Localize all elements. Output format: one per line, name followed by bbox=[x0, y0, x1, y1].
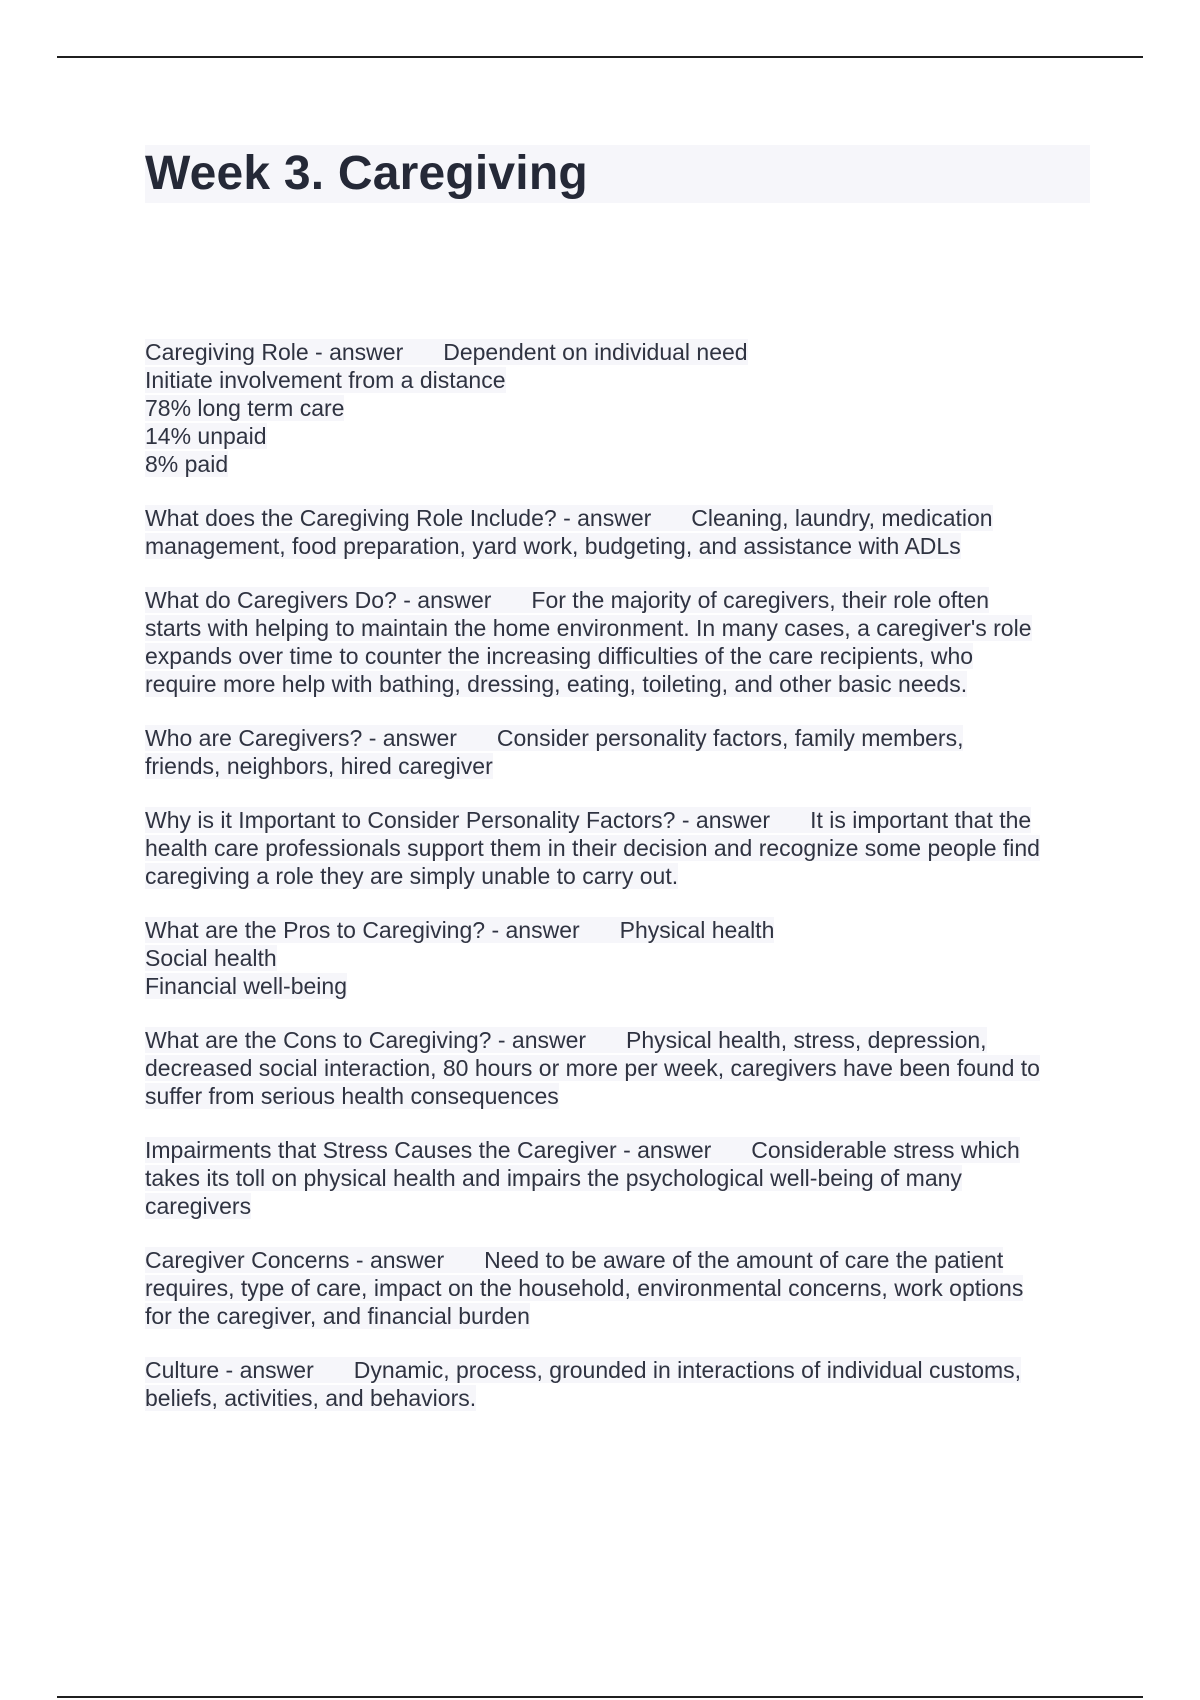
qa-item bbox=[145, 1356, 1090, 1412]
qa-answer-line: Considerable stress which bbox=[751, 1137, 1020, 1163]
qa-answer-line: expands over time to counter the increasing difficulties of the care recipients, who bbox=[145, 643, 974, 669]
qa-answer-line: Financial well-being bbox=[145, 973, 347, 999]
qa-question: What are the Pros to Caregiving? - answer bbox=[145, 917, 580, 943]
qa-item bbox=[145, 586, 1090, 698]
qa-answer-line: health care professionals support them in their decision and recognize some people find bbox=[145, 835, 1040, 861]
qa-answer-line: It is important that the bbox=[810, 807, 1032, 833]
qa-answer-line: decreased social interaction, 80 hours or more per week, caregivers have been found to bbox=[145, 1055, 1040, 1081]
qa-answer-line: Initiate involvement from a distance bbox=[145, 367, 506, 393]
qa-answer-line: Physical health, stress, depression, bbox=[626, 1027, 987, 1053]
qa-question: Caregiver Concerns - answer bbox=[145, 1247, 445, 1273]
qa-answer-line: suffer from serious health consequences bbox=[145, 1083, 559, 1109]
top-rule bbox=[57, 56, 1143, 58]
page-title: Week 3. Caregiving bbox=[145, 145, 1090, 203]
qa-question: Culture - answer bbox=[145, 1357, 314, 1383]
qa-question: What are the Cons to Caregiving? - answer bbox=[145, 1027, 587, 1053]
qa-answer-line: Dynamic, process, grounded in interactions of individual customs, bbox=[353, 1357, 1022, 1383]
qa-question: What do Caregivers Do? - answer bbox=[145, 587, 492, 613]
qa-item bbox=[145, 806, 1090, 890]
qa-answer-line: caregivers bbox=[145, 1193, 252, 1219]
qa-list bbox=[145, 338, 1090, 1438]
qa-answer-line: 78% long term care bbox=[145, 395, 345, 421]
qa-item bbox=[145, 1246, 1090, 1330]
qa-answer-line: friends, neighbors, hired caregiver bbox=[145, 753, 493, 779]
qa-answer-line: 8% paid bbox=[145, 451, 229, 477]
qa-answer-line: beliefs, activities, and behaviors. bbox=[145, 1385, 477, 1411]
qa-item bbox=[145, 504, 1090, 560]
qa-question: Who are Caregivers? - answer bbox=[145, 725, 457, 751]
qa-question: What does the Caregiving Role Include? - answer bbox=[145, 505, 652, 531]
qa-item bbox=[145, 1026, 1090, 1110]
qa-answer-line: For the majority of caregivers, their role often bbox=[531, 587, 990, 613]
qa-answer-line: Social health bbox=[145, 945, 277, 971]
qa-answer-line: starts with helping to maintain the home environment. In many cases, a caregiver's role bbox=[145, 615, 1032, 641]
qa-answer-line: Physical health bbox=[619, 917, 775, 943]
qa-answer-line: Cleaning, laundry, medication bbox=[691, 505, 993, 531]
qa-item bbox=[145, 916, 1090, 1000]
qa-item bbox=[145, 724, 1090, 780]
qa-answer-line: Consider personality factors, family members, bbox=[496, 725, 964, 751]
qa-answer-line: caregiving a role they are simply unable to carry out. bbox=[145, 863, 679, 889]
qa-answer-line: takes its toll on physical health and impairs the psychological well-being of many bbox=[145, 1165, 962, 1191]
qa-question: Impairments that Stress Causes the Caregiver - answer bbox=[145, 1137, 712, 1163]
qa-answer-line: require more help with bathing, dressing, eating, toileting, and other basic needs. bbox=[145, 671, 968, 697]
qa-question: Why is it Important to Consider Personality Factors? - answer bbox=[145, 807, 771, 833]
qa-item bbox=[145, 338, 1090, 478]
qa-answer-line: requires, type of care, impact on the household, environmental concerns, work options bbox=[145, 1275, 1024, 1301]
qa-answer-line: 14% unpaid bbox=[145, 423, 267, 449]
bottom-rule bbox=[57, 1696, 1143, 1698]
qa-item bbox=[145, 1136, 1090, 1220]
qa-answer-line: management, food preparation, yard work, budgeting, and assistance with ADLs bbox=[145, 533, 961, 559]
qa-question: Caregiving Role - answer bbox=[145, 339, 404, 365]
qa-answer-line: Dependent on individual need bbox=[443, 339, 748, 365]
qa-answer-line: Need to be aware of the amount of care the patient bbox=[484, 1247, 1004, 1273]
qa-answer-line: for the caregiver, and financial burden bbox=[145, 1303, 530, 1329]
